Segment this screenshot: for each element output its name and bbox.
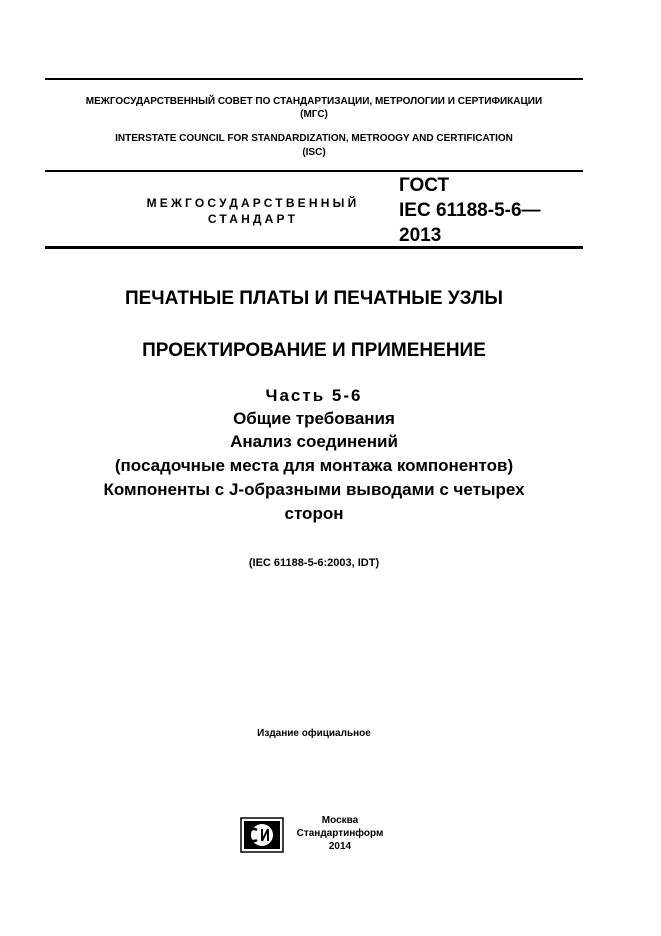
edition-note: Издание официальное: [257, 728, 371, 739]
standard-type-line2: СТАНДАРТ: [207, 212, 299, 226]
part-line-3: (посадочные места для монтажа компонентов): [114, 456, 514, 475]
middle-rule: [45, 170, 583, 172]
council-ru-name: МЕЖГОСУДАРСТВЕННЫЙ СОВЕТ ПО СТАНДАРТИЗАЦИИ, МЕТРОЛОГИИ И СЕРТИФИКАЦИИ: [85, 96, 543, 107]
equivalence: (IEC 61188-5-6:2003, IDT): [248, 557, 380, 569]
publisher-year: 2014: [328, 841, 352, 852]
part-label: Часть 5-6: [265, 386, 363, 405]
header-bottom-rule: [45, 246, 583, 249]
title-line1: ПЕЧАТНЫЕ ПЛАТЫ И ПЕЧАТНЫЕ УЗЛЫ: [124, 288, 504, 309]
gost-line1: ГОСТ: [399, 175, 450, 196]
part-line-5: сторон: [284, 504, 344, 523]
standartinform-logo-icon: [240, 817, 284, 853]
council-en-name: INTERSTATE COUNCIL FOR STANDARDIZATION, METROOGY AND CERTIFICATION: [115, 133, 513, 144]
part-line-1: Общие требования: [233, 409, 395, 428]
part-line-4: Компоненты с J-образными выводами с четырех: [103, 480, 525, 499]
gost-line2: IEC 61188-5-6—: [399, 200, 541, 221]
gost-line3: 2013: [399, 225, 442, 246]
standard-type-line1: МЕЖГОСУДАРСТВЕННЫЙ: [146, 196, 360, 210]
council-en-abbr: (ISC): [302, 147, 326, 158]
publisher-name: Стандартинформ: [296, 828, 384, 839]
publisher-city: Москва: [321, 815, 359, 826]
top-rule: [45, 78, 583, 80]
title-line2: ПРОЕКТИРОВАНИЕ И ПРИМЕНЕНИЕ: [142, 340, 486, 361]
part-line-2: Анализ соединений: [230, 432, 398, 451]
council-ru-abbr: (МГС): [300, 109, 328, 120]
